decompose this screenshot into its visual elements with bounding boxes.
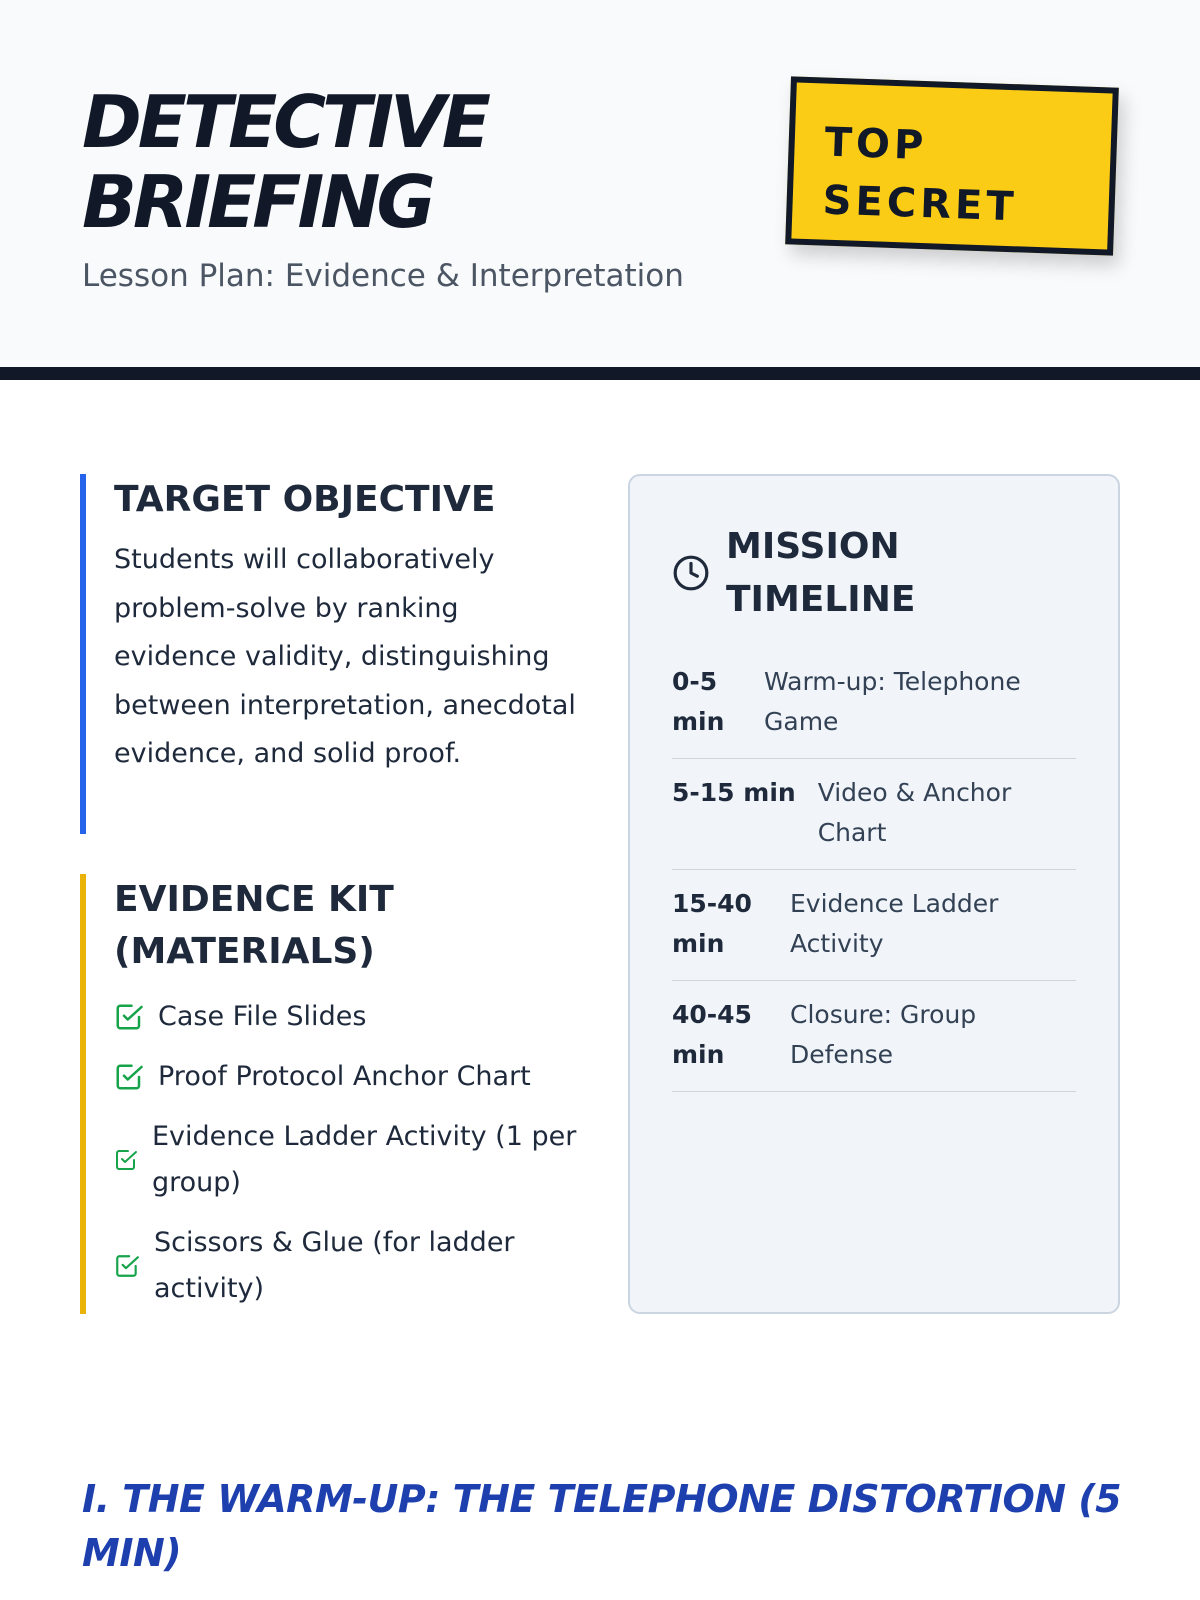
timeline-row: [672, 981, 1076, 1092]
list-item: [114, 1114, 580, 1206]
evidence-kit-heading: EVIDENCE KIT (MATERIALS): [114, 879, 394, 972]
material-label: Proof Protocol Anchor Chart: [158, 1061, 531, 1092]
timeline-activity: Closure: Group Defense: [790, 1000, 977, 1069]
timeline-activity: Video & Anchor Chart: [817, 778, 1012, 847]
clock-icon: [672, 554, 710, 592]
list-item: [114, 1220, 580, 1312]
warm-up-section-title: I. THE WARM-UP: THE TELEPHONE DISTORTION (5 MIN): [82, 1477, 1122, 1575]
target-objective-text: Students will collaboratively problem-solve by ranking evidence validity, distinguishing between interpretation, anecdotal evidence, and solid proof.: [114, 544, 576, 769]
mission-timeline-header: [672, 520, 1076, 626]
page-title: [82, 82, 487, 242]
timeline-time: 5-15 min: [672, 778, 796, 807]
stamp-line-1: TOP: [823, 119, 929, 170]
timeline-time: 0-5 min: [672, 667, 725, 736]
stamp-text: [822, 114, 1021, 237]
evidence-kit-section: [80, 874, 580, 1314]
material-label: Case File Slides: [158, 1001, 367, 1032]
checkbox-icon: [114, 1002, 144, 1032]
materials-list: [114, 994, 580, 1312]
stamp-line-2: SECRET: [821, 177, 1019, 231]
page-subtitle: Lesson Plan: Evidence & Interpretation: [82, 258, 684, 294]
page-title-line-2: BRIEFING: [82, 160, 432, 244]
checkbox-icon: [114, 1253, 140, 1279]
header: [0, 0, 1200, 380]
checkbox-icon: [114, 1062, 144, 1092]
timeline-time: 15-40 min: [672, 889, 752, 958]
target-objective-section: [80, 474, 580, 834]
checkbox-icon: [114, 1148, 138, 1172]
page-title-line-1: DETECTIVE: [82, 80, 487, 164]
timeline-row: [672, 759, 1076, 870]
list-item: [114, 1054, 580, 1100]
timeline-activity: Warm-up: Telephone Game: [764, 667, 1021, 736]
mission-timeline-heading: MISSION TIMELINE: [726, 526, 916, 620]
timeline-activity: Evidence Ladder Activity: [790, 889, 999, 958]
mission-timeline-panel: [628, 474, 1120, 1314]
timeline-row: [672, 870, 1076, 981]
material-label: Scissors & Glue (for ladder activity): [154, 1227, 515, 1304]
material-label: Evidence Ladder Activity (1 per group): [152, 1121, 577, 1198]
list-item: [114, 994, 580, 1040]
timeline-row: [672, 648, 1076, 759]
timeline-time: 40-45 min: [672, 1000, 752, 1069]
top-secret-stamp: [785, 76, 1119, 255]
target-objective-heading: TARGET OBJECTIVE: [114, 479, 496, 520]
